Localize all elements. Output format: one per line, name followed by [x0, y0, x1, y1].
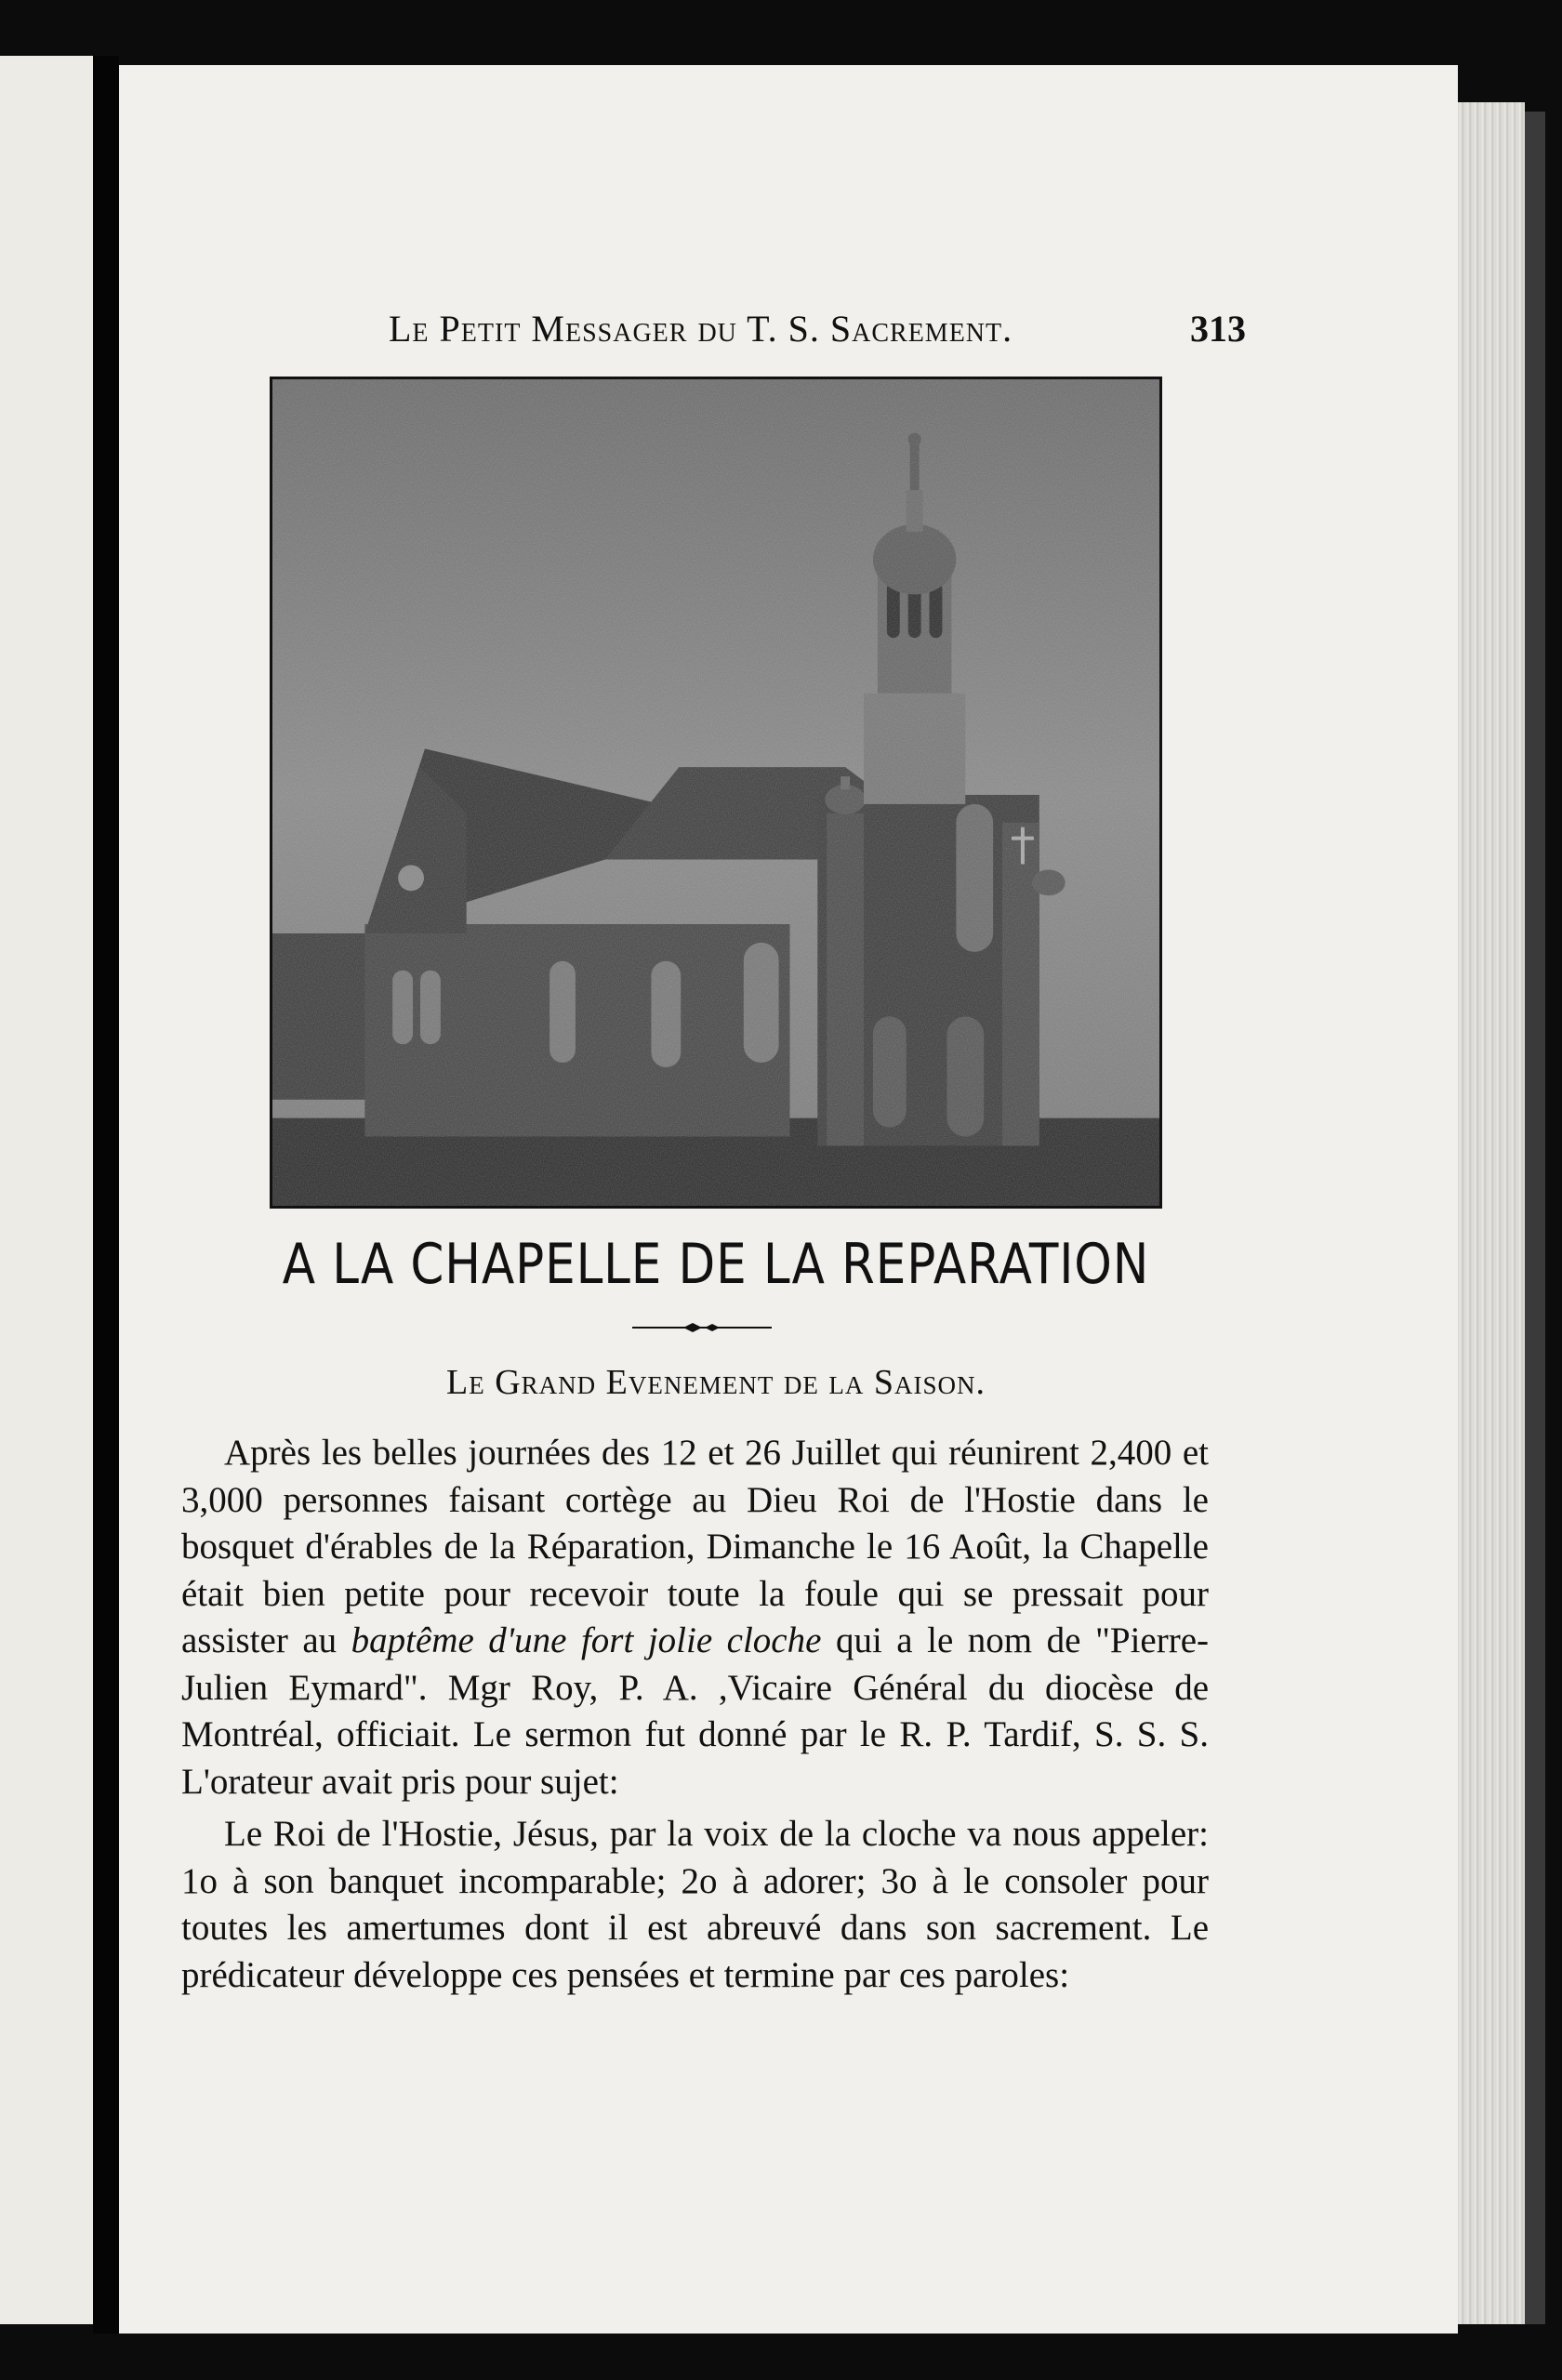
book-cover-edge — [1525, 112, 1545, 2324]
paragraph-2: Le Roi de l'Hostie, Jésus, par la voix de la cloche va nous appeler: 1o à son banquet incomparable; 2o à adorer; 3o à le consoler pour toutes les amertumes dont il est abreuvé dans son sacrement. Le prédicateur développe ces pensées et termine par ces paroles: — [181, 1814, 1209, 1995]
church-photo-illustration — [272, 379, 1159, 1206]
ornament-divider-icon — [632, 1318, 772, 1337]
paragraph-1 — [181, 1430, 1209, 1805]
running-head — [260, 307, 1246, 350]
left-page-edge — [0, 56, 93, 2324]
book-gutter — [93, 56, 119, 2334]
paragraph-1-italic: baptême d'une fort jolie cloche — [351, 1620, 822, 1660]
article-subheading: Le Grand Evenement de la Saison. — [446, 1363, 986, 1402]
page-number: 313 — [1190, 308, 1246, 350]
article-body — [181, 1430, 1209, 1999]
page-edges — [1458, 102, 1525, 2324]
church-photo — [270, 377, 1162, 1209]
paragraph-1-text-b: qui a le nom de "Pierre-Julien Eymard". Mgr Roy, P. A. ,Vicaire Général du diocèse de Montréal, officiait. Le sermon fut donné par le R. P. Tardif, S. S. S. L'orateur avait pris pour sujet: — [181, 1620, 1210, 1802]
running-head-title: Le Petit Messager du T. S. Sacrement. — [389, 308, 1013, 350]
article-headline: A LA CHAPELLE DE LA REPARATION — [282, 1232, 1150, 1297]
paragraph-1-text-a: Après les belles journées des 12 et 26 Juillet qui réunirent 2,400 et 3,000 personnes faisant cortège au Dieu Roi de l'Hostie dans le bosquet d'érables de la Réparation, Dimanche le 16 Août, la Chapelle était bien petite pour recevoir toute la foule qui se pressait pour assister au — [181, 1433, 1209, 1660]
